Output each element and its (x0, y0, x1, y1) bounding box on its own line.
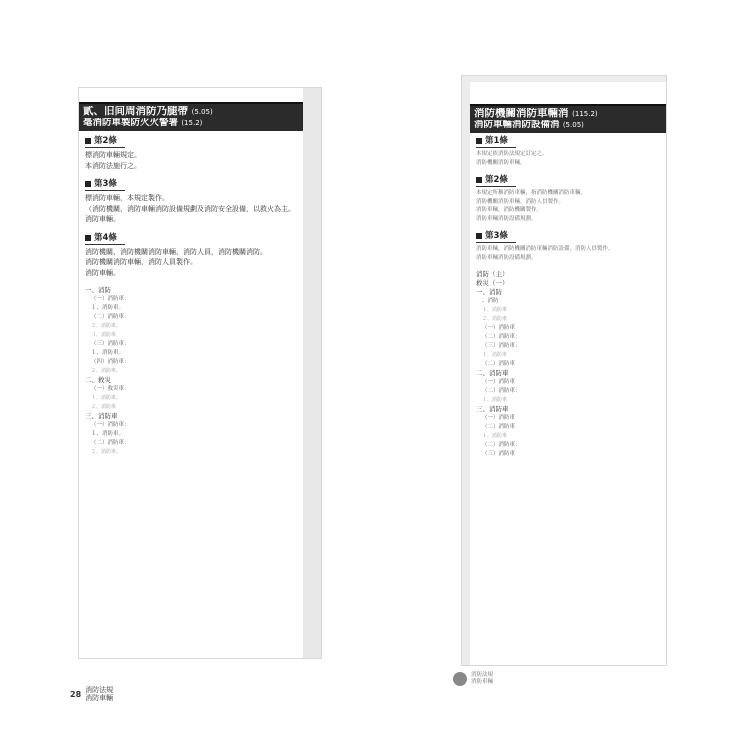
list-item: １、消防車 (482, 433, 508, 439)
list-item: １、消防車。 (91, 431, 125, 437)
item-list (476, 270, 660, 459)
list-item: （二）消防車： (482, 388, 521, 394)
list-item: （二）消防車： (482, 442, 521, 448)
list-item: （二）消防車： (482, 334, 521, 340)
list-item: （二）消防車： (91, 314, 130, 320)
list-item: 一、消防 (85, 286, 111, 294)
list-item: 二、救災 (85, 376, 111, 384)
left-banner-title: 貳、旧间周消防乃腿帶 (5.05) (83, 106, 213, 117)
left-banner (79, 102, 303, 131)
list-item: １、消防車 (482, 352, 508, 358)
list-item: ２、消防車。 (91, 449, 122, 455)
list-item: １、消防車 (482, 307, 508, 313)
article-body: 本規定依消防法規定訂定之。 消防機關消防車輛。 (476, 151, 548, 166)
article-heading: 第3條 (476, 231, 660, 241)
list-item: （一）消防車： (91, 422, 130, 428)
article (476, 175, 660, 223)
left-banner-subtitle: 毫消防車製防火火警署 (15.2) (83, 118, 203, 128)
article (85, 179, 297, 225)
list-item: １、消防車。 (91, 395, 122, 401)
right-footer (453, 672, 493, 686)
divider (476, 242, 516, 243)
right-banner (470, 104, 666, 133)
list-item: １、消防車。 (91, 305, 125, 311)
article-heading: 第2條 (476, 175, 660, 185)
list-item: （一）消防車 (482, 379, 516, 385)
right-page (462, 76, 666, 665)
article (85, 233, 297, 279)
list-item: （二）消防車： (91, 440, 130, 446)
article (476, 231, 660, 262)
article-heading: 第2條 (85, 136, 297, 146)
square-bullet-icon (85, 181, 91, 187)
list-item: （一）消防車： (91, 296, 130, 302)
divider (85, 244, 125, 245)
article-body: 標消防車輛，本規定製作。 （消防機關、消防車輛消防設備規劃及消防安全設備，以救火為主。 消防車輛。 (85, 194, 295, 223)
article (476, 136, 660, 167)
right-content (476, 136, 660, 459)
list-item: （三）消防車： (482, 343, 521, 349)
page-number: 28 (70, 689, 82, 699)
list-item: 三、消防車 (85, 412, 118, 420)
divider (85, 147, 125, 148)
list-item: （一）消防車 (482, 325, 516, 331)
page-badge-icon (453, 672, 467, 686)
list-item: （二）消防車 (482, 424, 516, 430)
square-bullet-icon (476, 233, 482, 239)
list-item: （一）救災車： (91, 386, 130, 392)
list-item: ２、消防車。 (91, 323, 122, 329)
list-item: ２、消防車 (91, 404, 117, 410)
list-item: 消防（主） (476, 270, 509, 278)
list-item: （三）消防車： (91, 341, 130, 347)
article (85, 136, 297, 171)
list-item: （二）消防車 (482, 361, 516, 367)
list-item: 、消防 (482, 298, 499, 304)
article-heading: 第1條 (476, 136, 660, 146)
list-item: 三、消防車 (476, 405, 509, 413)
left-content (85, 136, 297, 457)
list-item: １、消防車。 (91, 350, 125, 356)
left-page (79, 88, 321, 658)
square-bullet-icon (85, 235, 91, 241)
square-bullet-icon (476, 138, 482, 144)
list-item: ２、消防車 (482, 316, 508, 322)
article-body: 消防車輛，消防機關消防車輛消防設備，消防人員製作。 消防車輛消防設備規劃。 (476, 246, 614, 261)
square-bullet-icon (476, 177, 482, 183)
article-heading: 第3條 (85, 179, 297, 189)
list-item: 救災（一） (476, 279, 509, 287)
list-item: （四）消防車： (91, 359, 130, 365)
list-item: 二、消防車 (476, 369, 509, 377)
article-heading: 第4條 (85, 233, 297, 243)
list-item: 一、消防 (476, 288, 502, 296)
article-body: 本規定所稱消防車輛，指消防機關消防車輛。 消防機關消防車輛，消防人員製作。 消防車輛，消防機關製作。 消防車輛消防設備規劃。 (476, 190, 587, 222)
right-banner-subtitle: 消防車輛消防設備消 (5.05) (474, 120, 584, 130)
article-body: 消防機關、消防機關消防車輛、消防人員，消防機關消防。 消防機關消防車輛，消防人員製作。 消防車輛。 (85, 247, 267, 277)
footer-title: 消防法規 消防車輛 (471, 672, 494, 685)
divider (476, 147, 516, 148)
square-bullet-icon (85, 138, 91, 144)
list-item: （三）消防車 (482, 451, 516, 457)
article-body: 標消防車輛規定。 本消防法施行之。 (85, 151, 141, 170)
divider (476, 186, 516, 187)
left-footer (70, 686, 113, 702)
list-item: ３、消防車 (91, 332, 117, 338)
item-list (85, 286, 297, 457)
list-item: ２、消防車。 (91, 368, 122, 374)
right-banner-title: 消防機關消防車輛消 (115.2) (474, 108, 598, 119)
divider (85, 190, 125, 191)
list-item: １、消防車 (482, 397, 508, 403)
footer-title: 消防法規 消防車輛 (85, 686, 114, 702)
list-item: （一）消防車 (482, 415, 516, 421)
